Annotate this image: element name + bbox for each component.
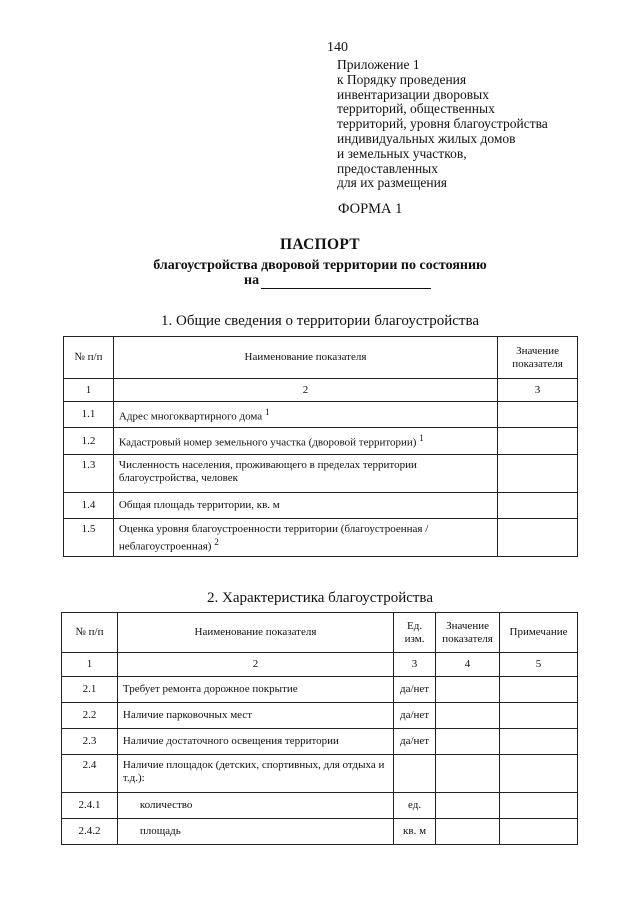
- row-name-text: Численность населения, проживающего в пределах территории благоустройства, человек: [118, 459, 417, 484]
- row-unit: да/нет: [394, 703, 436, 729]
- row-num: 2.1: [62, 677, 118, 703]
- row-name-text: Оценка уровня благоустроенности территории (благоустроенная / неблагоустроенная): [118, 523, 429, 553]
- appendix-line: индивидуальных жилых домов: [337, 130, 516, 146]
- table-row: [62, 793, 578, 819]
- row-unit: [394, 755, 436, 793]
- row-note-cell[interactable]: [500, 677, 578, 703]
- footnote-mark: 1: [264, 406, 270, 417]
- row-name: Наличие парковочных мест: [117, 703, 393, 729]
- row-name-text: Адрес многоквартирного дома: [118, 410, 263, 423]
- row-value-cell[interactable]: [498, 455, 578, 493]
- appendix-note: [337, 58, 548, 191]
- header-num: № п/п: [64, 337, 114, 379]
- row-note-cell[interactable]: [500, 793, 578, 819]
- date-blank-line: [261, 288, 431, 289]
- row-name: [113, 519, 497, 557]
- appendix-line: к Порядку проведения: [337, 71, 467, 87]
- row-name: [113, 402, 497, 428]
- index-cell: 3: [498, 379, 578, 402]
- row-unit: да/нет: [394, 677, 436, 703]
- header-value: Значение показателя: [436, 613, 500, 653]
- row-num: 2.4: [62, 755, 118, 793]
- header-note: Примечание: [500, 613, 578, 653]
- table-row: [62, 729, 578, 755]
- table-index-row: [62, 653, 578, 677]
- row-name: количество: [117, 793, 393, 819]
- row-value-cell[interactable]: [436, 729, 500, 755]
- row-name: [113, 455, 497, 493]
- row-name: [113, 493, 497, 519]
- row-value-cell[interactable]: [436, 677, 500, 703]
- table-row: [62, 677, 578, 703]
- table-row: [64, 493, 578, 519]
- row-name: Требует ремонта дорожное покрытие: [117, 677, 393, 703]
- row-name: [113, 428, 497, 455]
- row-value-cell[interactable]: [436, 703, 500, 729]
- row-name: Наличие площадок (детских, спортивных, для отдыха и т.д.):: [117, 755, 393, 793]
- header-unit: Ед. изм.: [394, 613, 436, 653]
- table-index-row: [64, 379, 578, 402]
- index-cell: 2: [113, 379, 497, 402]
- header-num: № п/п: [62, 613, 118, 653]
- row-note-cell[interactable]: [500, 819, 578, 845]
- table-row: [64, 428, 578, 455]
- row-note-cell[interactable]: [500, 703, 578, 729]
- table-row: [62, 819, 578, 845]
- section2-heading: 2. Характеристика благоустройства: [207, 590, 433, 606]
- row-num: 1.5: [64, 519, 114, 557]
- row-note-cell[interactable]: [500, 755, 578, 793]
- row-unit: да/нет: [394, 729, 436, 755]
- header-name: Наименование показателя: [117, 613, 393, 653]
- row-note-cell[interactable]: [500, 729, 578, 755]
- appendix-line: территорий, общественных: [337, 101, 495, 117]
- index-cell: 3: [394, 653, 436, 677]
- document-title: ПАСПОРТ: [280, 236, 360, 253]
- characteristics-table: [61, 612, 578, 845]
- row-value-cell[interactable]: [498, 493, 578, 519]
- row-name: Наличие достаточного освещения территории: [117, 729, 393, 755]
- row-num: 2.4.1: [62, 793, 118, 819]
- row-value-cell[interactable]: [436, 819, 500, 845]
- footnote-mark: 1: [419, 433, 424, 444]
- row-num: 1.3: [64, 455, 114, 493]
- row-num: 2.3: [62, 729, 118, 755]
- row-value-cell[interactable]: [436, 755, 500, 793]
- row-num: 1.1: [64, 402, 114, 428]
- table-row: [62, 755, 578, 793]
- row-value-cell[interactable]: [498, 402, 578, 428]
- table-row: [64, 455, 578, 493]
- row-unit: кв. м: [394, 819, 436, 845]
- header-name: Наименование показателя: [113, 337, 497, 379]
- table-header-row: [64, 337, 578, 379]
- index-cell: 4: [436, 653, 500, 677]
- table-header-row: [62, 613, 578, 653]
- subtitle-on-word: на: [244, 273, 260, 288]
- appendix-line: инвентаризации дворовых: [337, 86, 489, 102]
- row-name-text: Кадастровый номер земельного участка (дворовой территории): [118, 436, 417, 449]
- row-num: 2.4.2: [62, 819, 118, 845]
- footnote-mark: 2: [214, 537, 219, 547]
- row-num: 1.2: [64, 428, 114, 455]
- row-value-cell[interactable]: [498, 428, 578, 455]
- index-cell: 1: [62, 653, 118, 677]
- table-row: [64, 402, 578, 428]
- row-num: 2.2: [62, 703, 118, 729]
- document-subtitle: благоустройства дворовой территории по состоянию: [153, 258, 487, 273]
- table-row: [64, 519, 578, 557]
- appendix-line: и земельных участков,: [337, 145, 467, 161]
- appendix-line: территорий, уровня благоустройства: [337, 116, 548, 132]
- row-value-cell[interactable]: [436, 793, 500, 819]
- row-num: 1.4: [64, 493, 114, 519]
- index-cell: 5: [500, 653, 578, 677]
- row-unit: ед.: [394, 793, 436, 819]
- row-name-text: Общая площадь территории, кв. м: [118, 499, 280, 511]
- index-cell: 1: [64, 379, 114, 402]
- appendix-line: для их размещения: [337, 175, 448, 191]
- form-label: ФОРМА 1: [338, 201, 403, 217]
- index-cell: 2: [117, 653, 393, 677]
- appendix-line: Приложение 1: [337, 57, 420, 72]
- row-value-cell[interactable]: [498, 519, 578, 557]
- appendix-line: предоставленных: [337, 160, 438, 176]
- header-value: Значение показателя: [498, 337, 578, 379]
- row-name: площадь: [117, 819, 393, 845]
- section1-heading: 1. Общие сведения о территории благоустройства: [161, 313, 479, 329]
- table-row: [62, 703, 578, 729]
- general-info-table: [63, 336, 578, 557]
- page-number: 140: [327, 40, 348, 55]
